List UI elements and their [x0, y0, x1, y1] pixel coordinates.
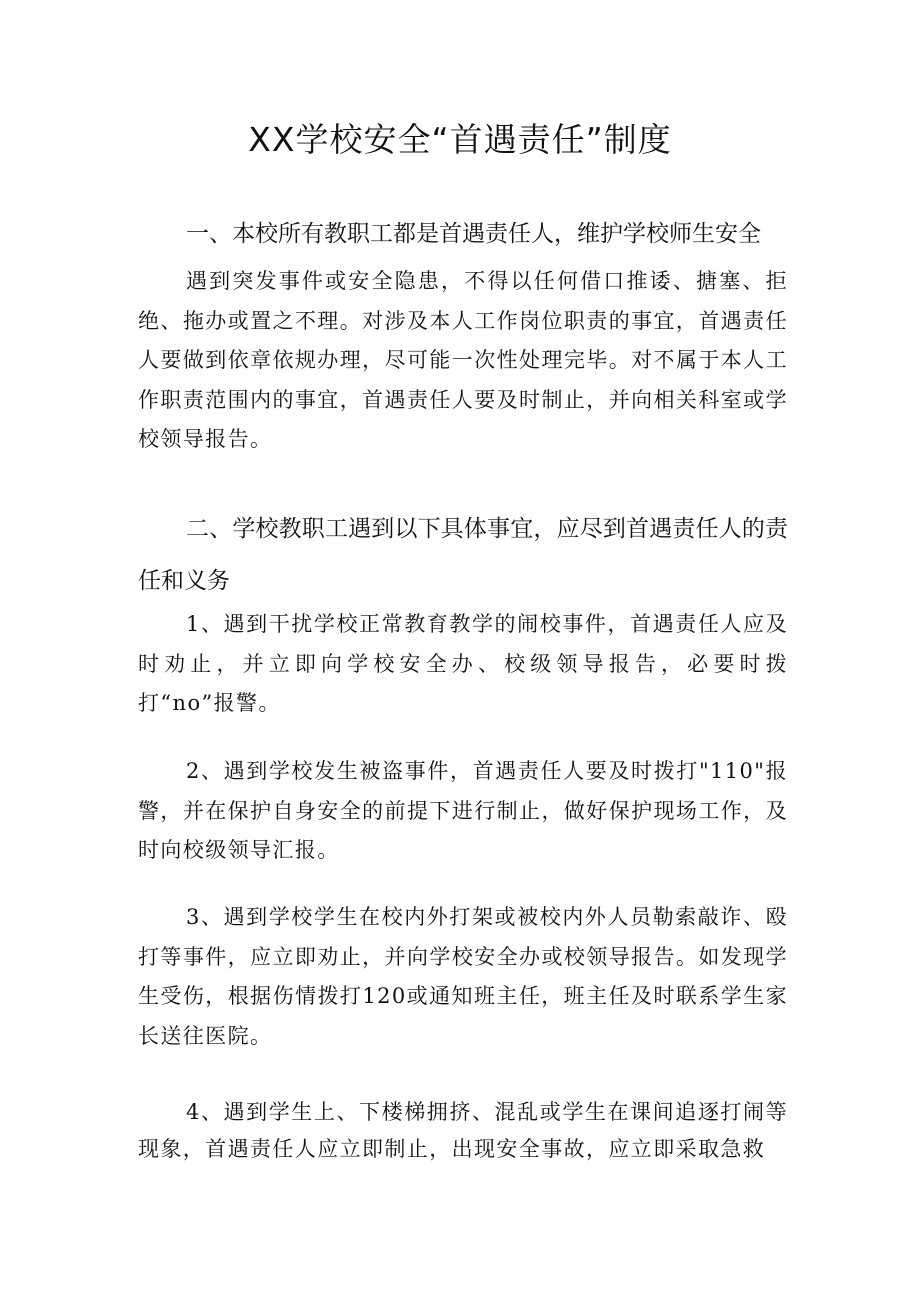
section-heading-2: 二、学校教职工遇到以下具体事宜，应尽到首遇责任人的责任和义务 — [138, 516, 788, 594]
item-4-paragraph: 4、遇到学生上、下楼梯拥挤、混乱或学生在课间追逐打闹等现象，首遇责任人应立即制止，出现安全事故，应立即采取急救 — [138, 1100, 788, 1161]
item-2-paragraph: 2、遇到学校发生被盗事件，首遇责任人要及时拨打"110"报警，并在保护自身安全的前提下进行制止，做好保护现场工作，及时向校级领导汇报。 — [138, 759, 788, 862]
item-1-paragraph: 1、遇到干扰学校正常教育教学的闹校事件，首遇责任人应及时劝止，并立即向学校安全办、校级领导报告，必要时拨打“no”报警。 — [138, 612, 788, 715]
document-title: XX学校安全“首遇责任”制度 — [248, 120, 672, 159]
section-1-paragraph: 遇到突发事件或安全隐患，不得以任何借口推诿、搪塞、拒绝、拖办或置之不理。对涉及本人工作岗位职责的事宜，首遇责任人要做到依章依规办理，尽可能一次性处理完毕。对不属于本人工作职责范围内的事宜，首遇责任人要及时制止，并向相关科室或学校领导报告。 — [138, 269, 788, 451]
section-heading-1: 一、本校所有教职工都是首遇责任人，维护学校师生安全 — [186, 221, 761, 247]
item-3-paragraph: 3、遇到学校学生在校内外打架或被校内外人员勒索敲诈、殴打等事件，应立即劝止，并向学校安全办或校领导报告。如发现学生受伤，根据伤情拨打120或通知班主任，班主任及时联系学生家长送往医院。 — [138, 905, 788, 1048]
